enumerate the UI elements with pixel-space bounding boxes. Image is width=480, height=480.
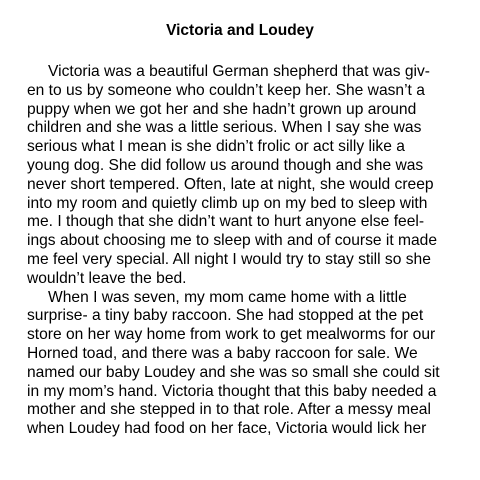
text-line: Horned toad, and there was a baby raccoon for sale. We [27,344,418,362]
text-line: surprise- a tiny baby raccoon. She had stopped at the pet [27,307,424,325]
text-line: me feel very special. All night I would try to stay still so she [27,250,431,268]
text-line: ings about choosing me to sleep with and of course it made [27,232,438,250]
text-line: into my room and quietly climb up on my bed to sleep with [27,194,428,212]
text-line: young dog. She did follow us around though and she was [27,156,424,174]
text-line: puppy when we got her and she hadn’t grown up around [27,100,417,118]
document-title: Victoria and Loudey [166,22,314,39]
text-line: in my mom’s hand. Victoria thought that this baby needed a [27,382,437,400]
text-line: mother and she stepped in to that role. After a messy meal [27,401,431,419]
text-line: serious what I mean is she didn’t frolic or act silly like a [27,138,405,156]
text-line: named our baby Loudey and she was so small she could sit [27,363,440,381]
text-line: en to us by someone who couldn’t keep her. She wasn’t a [27,81,425,99]
story-text [27,63,457,439]
text-line: Victoria was a beautiful German shepherd that was giv- [48,63,430,80]
text-line: children and she was a little serious. When I say she was [27,119,422,137]
text-line: when Loudey had food on her face, Victoria would lick her [27,420,427,438]
text-line: store on her way home from work to get mealworms for our [27,326,436,344]
text-line: wouldn’t leave the bed. [27,269,187,287]
text-line: never short tempered. Often, late at night, she would creep [27,175,434,193]
text-line: me. I though that she didn’t want to hurt anyone else feel- [27,213,425,231]
text-line: When I was seven, my mom came home with a little [48,288,407,306]
